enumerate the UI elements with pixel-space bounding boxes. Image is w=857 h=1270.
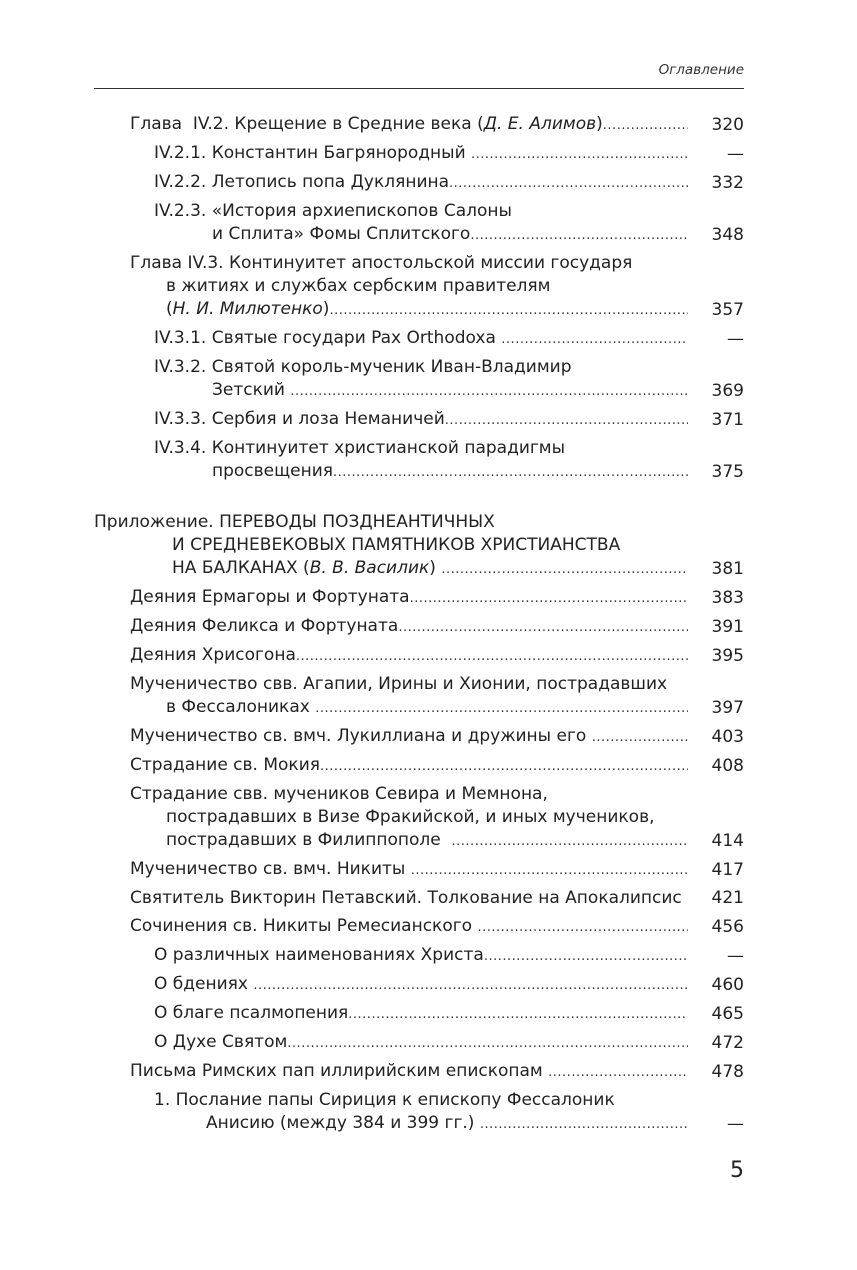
entry-title: Глава IV.3. Континуитет апостольской миссии государя (130, 253, 633, 273)
entry-page: 357 (711, 300, 744, 320)
toc-entry[interactable] (130, 915, 744, 939)
toc-entry[interactable] (154, 356, 744, 403)
entry-title: Деяния Ермагоры и Фортуната (130, 587, 410, 607)
toc-entry[interactable] (130, 725, 744, 749)
entry-page: 403 (711, 727, 744, 747)
toc-entry[interactable] (130, 252, 744, 322)
dot-leader (398, 616, 688, 639)
entry-page: 478 (711, 1062, 744, 1082)
toc-entry[interactable] (130, 615, 744, 639)
page-number: 5 (730, 1158, 744, 1183)
dot-leader (320, 755, 688, 778)
entry-title: IV.2.3. «История архиепископов Салоны (154, 201, 512, 221)
entry-page: — (727, 1114, 744, 1134)
dot-leader (592, 726, 688, 749)
entry-title: IV.3.3. Сербия и лоза Неманичей (154, 409, 445, 429)
entry-page: 320 (711, 115, 744, 135)
entry-title-end: ) (596, 114, 603, 134)
entry-page: 391 (711, 617, 744, 637)
entry-page: 369 (711, 381, 744, 401)
entry-title: Мученичество св. вмч. Никиты (130, 859, 411, 879)
entry-title: О различных наименованиях Христа (154, 945, 484, 965)
entry-title: 1. Послание папы Сириция к епископу Фессалоник (154, 1090, 615, 1110)
entry-page: — (727, 144, 744, 164)
dot-leader (484, 945, 688, 968)
entry-title-cont: И СРЕДНЕВЕКОВЫХ ПАМЯТНИКОВ ХРИСТИАНСТВА (172, 535, 621, 555)
dot-leader (296, 645, 688, 668)
running-header (94, 62, 744, 89)
entry-title: Страдание св. Мокия (130, 755, 320, 775)
dot-leader (333, 461, 688, 484)
entry-page: 375 (711, 462, 744, 482)
entry-title-cont: НА БАЛКАНАХ ( (172, 558, 310, 578)
entry-page: 371 (711, 410, 744, 430)
dot-leader (315, 697, 688, 720)
toc-entry[interactable] (154, 408, 744, 432)
entry-page: 383 (711, 588, 744, 608)
dot-leader (348, 1003, 688, 1026)
entry-title: Мученичество свв. Агапии, Ирины и Хионии, пострадавших (130, 674, 668, 694)
entry-page: — (727, 329, 744, 349)
entry-title: IV.3.2. Святой король-мученик Иван-Владимир (154, 357, 572, 377)
entry-title-cont: просвещения (212, 461, 333, 481)
toc-entry[interactable] (154, 171, 744, 195)
entry-title-cont: Анисию (между 384 и 399 гг.) (206, 1113, 480, 1133)
dot-leader (441, 558, 688, 581)
entry-title: Святитель Викторин Петавский. Толкование на Апокалипсис (130, 888, 682, 908)
entry-page: 472 (711, 1033, 744, 1053)
toc-entry[interactable] (130, 586, 744, 610)
dot-leader (253, 974, 688, 997)
dot-leader (471, 143, 688, 166)
entry-title: Деяния Хрисогона (130, 645, 296, 665)
entry-title-cont: в житиях и службах сербским правителям (166, 276, 551, 296)
toc-entry[interactable] (130, 644, 744, 668)
dot-leader (449, 172, 688, 195)
toc-entry-appendix[interactable] (94, 511, 744, 581)
entry-title: Страдание свв. мучеников Севира и Мемнона, (130, 784, 548, 804)
entry-title: О Духе Святом (154, 1032, 288, 1052)
entry-page: 381 (711, 559, 744, 579)
entry-page: — (727, 946, 744, 966)
entry-author: Д. Е. Алимов (483, 114, 597, 134)
entry-page: 408 (711, 756, 744, 776)
toc-entry[interactable] (154, 200, 744, 247)
entry-title: Письма Римских пап иллирийским епископам (130, 1061, 549, 1081)
entry-title: IV.2.1. Константин Багрянородный (154, 143, 472, 163)
entry-author: Н. И. Милютенко (172, 299, 323, 319)
entry-page: 348 (711, 225, 744, 245)
entry-page: 465 (711, 1004, 744, 1024)
entry-title: IV.2.2. Летопись попа Дуклянина (154, 172, 450, 192)
entry-page: 421 (711, 888, 744, 908)
dot-leader (470, 224, 688, 247)
dot-leader (290, 380, 688, 403)
toc-entry[interactable] (130, 113, 744, 137)
toc-entry[interactable] (154, 437, 744, 484)
entry-title-end: ) (322, 299, 330, 319)
running-header-title: Оглавление (658, 62, 744, 78)
entry-author: В. В. Василик (309, 558, 430, 578)
entry-page: 460 (711, 975, 744, 995)
table-of-contents (94, 113, 744, 1136)
dot-leader (287, 1032, 688, 1055)
entry-title: Деяния Феликса и Фортуната (130, 616, 399, 636)
entry-title-cont: и Сплита» Фомы Сплитского (212, 224, 471, 244)
dot-leader (411, 859, 688, 882)
entry-title-end: ) (429, 558, 442, 578)
entry-title: Приложение. ПЕРЕВОДЫ ПОЗДНЕАНТИЧНЫХ (94, 512, 495, 532)
dot-leader (445, 409, 688, 432)
toc-entry[interactable] (154, 973, 744, 997)
dot-leader (477, 916, 688, 939)
toc-entry[interactable] (154, 1089, 744, 1136)
entry-title-cont: Зетский (212, 380, 291, 400)
toc-entry[interactable] (154, 1002, 744, 1026)
entry-title: IV.3.4. Континуитет христианской парадигмы (154, 438, 566, 458)
entry-title-cont: пострадавших в Визе Фракийской, и иных мучеников, (166, 807, 655, 827)
toc-entry[interactable] (154, 944, 744, 968)
toc-entry[interactable] (130, 1060, 744, 1084)
entry-title-cont: ( (166, 299, 173, 319)
toc-entry[interactable] (130, 887, 744, 910)
toc-entry[interactable] (154, 327, 744, 351)
entry-page: 395 (711, 646, 744, 666)
toc-entry[interactable] (154, 142, 744, 166)
toc-entry[interactable] (130, 754, 744, 778)
dot-leader (480, 1113, 688, 1136)
entry-page: 414 (711, 831, 744, 851)
dot-leader (548, 1061, 688, 1084)
dot-leader (329, 299, 688, 322)
toc-entry[interactable] (130, 673, 744, 720)
entry-page: 397 (711, 698, 744, 718)
entry-title: Сочинения св. Никиты Ремесианского (130, 916, 478, 936)
entry-title: Мученичество св. вмч. Лукиллиана и дружины его (130, 726, 592, 746)
entry-page: 417 (711, 860, 744, 880)
dot-leader (410, 587, 688, 610)
entry-title-cont: в Фессалониках (166, 697, 316, 717)
entry-title: О бдениях (154, 974, 254, 994)
toc-entry[interactable] (130, 783, 744, 853)
entry-page: 332 (711, 173, 744, 193)
entry-title-cont: пострадавших в Филиппополе (166, 830, 452, 850)
toc-entry[interactable] (130, 858, 744, 882)
entry-title: Глава IV.2. Крещение в Средние века ( (130, 114, 484, 134)
entry-page: 456 (711, 917, 744, 937)
toc-entry[interactable] (154, 1031, 744, 1055)
dot-leader (603, 114, 688, 137)
entry-title: IV.3.1. Святые государи Pax Orthodoxa (154, 328, 502, 348)
dot-leader (452, 830, 688, 853)
entry-title: О благе псалмопения (154, 1003, 349, 1023)
dot-leader (501, 328, 688, 351)
